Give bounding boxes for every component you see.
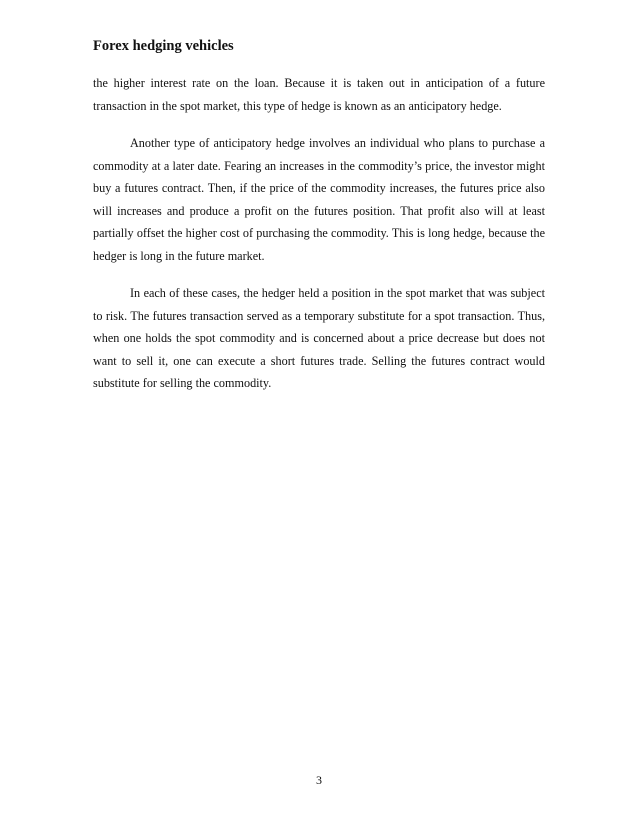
page-number: 3 <box>316 773 322 787</box>
paragraph-long-hedge: Another type of anticipatory hedge involves an individual who plans to purchase a commodity at a later date. Fearing an increases in the commodity’s price, the investor might buy a futures contract. Then, if the price of the commodity increases, the futures price also will increases and produce a profit on the futures position. That profit also will at least partially offset the higher cost of purchasing the commodity. This is long hedge, because the hedger is long in the future market. <box>93 136 545 263</box>
paragraph-continuation: the higher interest rate on the loan. Because it is taken out in anticipation of a future transaction in the spot market, this type of hedge is known as an anticipatory hedge. <box>93 76 545 113</box>
body-text <box>93 72 545 395</box>
page-header: Forex hedging vehicles <box>93 38 234 54</box>
paragraph-short-hedge: In each of these cases, the hedger held a position in the spot market that was subject to risk. The futures transaction served as a temporary substitute for a spot transaction. Thus, when one holds the spot commodity and is concerned about a price decrease but does not want to sell it, one can execute a short futures trade. Selling the futures contract would substitute for selling the commodity. <box>93 286 545 390</box>
